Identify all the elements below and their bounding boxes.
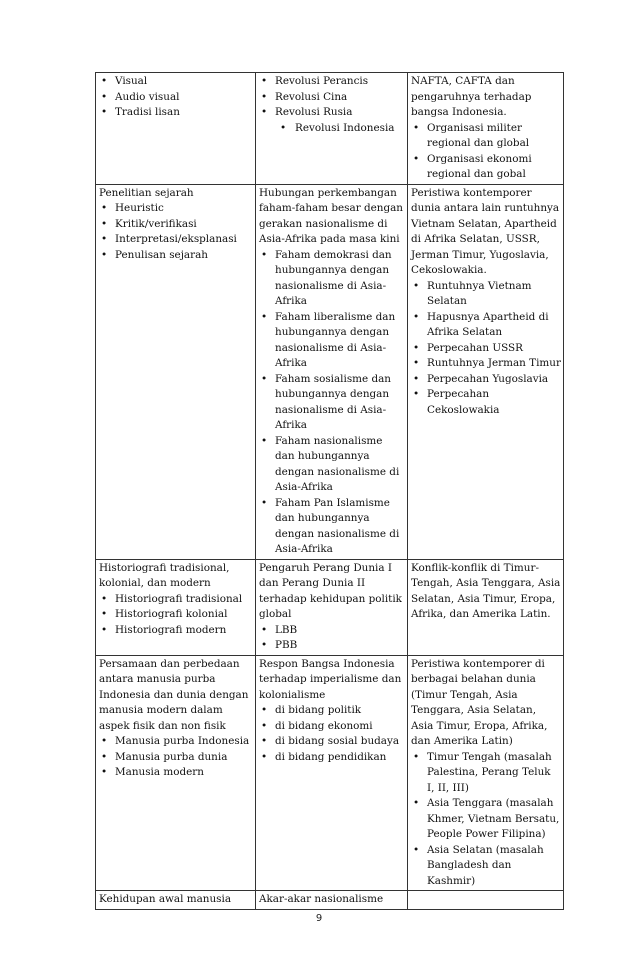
- table-cell: [96, 559, 256, 655]
- cell-text: NAFTA, CAFTA dan pengaruhnya terhadap bangsa Indonesia.: [411, 75, 532, 118]
- table-cell: [408, 73, 564, 185]
- bullet-item: • Manusia purba Indonesia: [99, 734, 253, 750]
- bullet-list: [259, 703, 405, 765]
- bullet-item: • di bidang ekonomi: [259, 719, 405, 735]
- bullet-item: • di bidang pendidikan: [259, 750, 405, 766]
- table-row: [96, 184, 564, 559]
- bullet-item: • di bidang sosial budaya: [259, 734, 405, 750]
- cell-text: Peristiwa kontemporer dunia antara lain runtuhnya Vietnam Selatan, Apartheid di Afrika Selatan, USSR, Jerman Timur, Yugoslavia, Cekoslowakia.: [411, 186, 560, 276]
- bullet-item: • Organisasi militer regional dan global: [411, 121, 561, 152]
- page-number: 9: [315, 913, 323, 924]
- cell-text: Respon Bangsa Indonesia terhadap imperialisme dan kolonialisme: [259, 657, 402, 701]
- table-body: [96, 73, 564, 910]
- sub-bullet-item: • Revolusi Indonesia: [259, 121, 405, 137]
- table-cell: [96, 184, 256, 559]
- bullet-item: • Manusia purba dunia: [99, 750, 253, 766]
- cell-text: Persamaan dan perbedaan antara manusia purba Indonesia dan dunia dengan manusia modern dalam aspek fisik dan non fisik: [99, 657, 249, 732]
- bullet-item: • Heuristic: [99, 201, 253, 217]
- bullet-list: [259, 248, 405, 558]
- bullet-list: [99, 74, 253, 121]
- bullet-item: • Historiografi kolonial: [99, 607, 253, 623]
- cell-text: Akar-akar nasionalisme: [259, 893, 384, 905]
- table-cell: [256, 184, 408, 559]
- bullet-item: • Historiografi tradisional: [99, 592, 253, 608]
- bullet-list: [259, 74, 405, 121]
- table-cell: [408, 655, 564, 891]
- bullet-list: [411, 750, 561, 890]
- bullet-list: [259, 623, 405, 654]
- bullet-item: • Revolusi Rusia: [259, 105, 405, 121]
- bullet-item: • Audio visual: [99, 90, 253, 106]
- bullet-item: • LBB: [259, 623, 405, 639]
- bullet-item: • Perpecahan USSR: [411, 341, 561, 357]
- bullet-item: • Interpretasi/eksplanasi: [99, 232, 253, 248]
- bullet-item: • Historiografi modern: [99, 623, 253, 639]
- table-cell: [256, 891, 408, 910]
- bullet-item: • Perpecahan Yugoslavia: [411, 372, 561, 388]
- cell-text: Historiografi tradisional, kolonial, dan modern: [99, 561, 230, 589]
- curriculum-table: [95, 72, 564, 910]
- bullet-item: • Runtuhnya Jerman Timur: [411, 356, 561, 372]
- bullet-item: • Faham sosialisme dan hubungannya dengan nasionalisme di Asia-Afrika: [259, 372, 405, 434]
- bullet-item: • Manusia modern: [99, 765, 253, 781]
- sub-bullet-list: [259, 121, 405, 137]
- bullet-item: • Kritik/verifikasi: [99, 217, 253, 233]
- table-cell: [96, 655, 256, 891]
- bullet-list: [99, 592, 253, 639]
- cell-text: Peristiwa kontemporer di berbagai belahan dunia (Timur Tengah, Asia Tenggara, Asia Selatan, Asia Timur, Eropa, Afrika, dan Amerika Latin): [411, 657, 548, 747]
- table-row: [96, 891, 564, 910]
- table-cell: [408, 559, 564, 655]
- bullet-item: • Revolusi Perancis: [259, 74, 405, 90]
- table-cell: [256, 559, 408, 655]
- table-cell: [408, 184, 564, 559]
- bullet-list: [411, 279, 561, 419]
- bullet-item: • Organisasi ekonomi regional dan gobal: [411, 152, 561, 183]
- table-row: [96, 559, 564, 655]
- cell-text: Pengaruh Perang Dunia I dan Perang Dunia II terhadap kehidupan politik global: [259, 561, 402, 620]
- bullet-item: • Faham Pan Islamisme dan hubungannya dengan nasionalisme di Asia-Afrika: [259, 496, 405, 558]
- bullet-item: • Asia Selatan (masalah Bangladesh dan Kashmir): [411, 843, 561, 890]
- cell-text: Penelitian sejarah: [99, 186, 194, 199]
- bullet-item: • Faham liberalisme dan hubungannya dengan nasionalisme di Asia-Afrika: [259, 310, 405, 372]
- bullet-item: • Asia Tenggara (masalah Khmer, Vietnam Bersatu, People Power Filipina): [411, 796, 561, 843]
- bullet-item: • Revolusi Cina: [259, 90, 405, 106]
- bullet-item: • Tradisi lisan: [99, 105, 253, 121]
- cell-text: Konflik-konflik di Timur-Tengah, Asia Tenggara, Asia Selatan, Asia Timur, Eropa, Afrika, dan Amerika Latin.: [411, 561, 561, 620]
- bullet-item: • Faham demokrasi dan hubungannya dengan nasionalisme di Asia-Afrika: [259, 248, 405, 310]
- table-cell: [96, 891, 256, 910]
- bullet-item: • Hapusnya Apartheid di Afrika Selatan: [411, 310, 561, 341]
- cell-text: Hubungan perkembangan faham-faham besar dengan gerakan nasionalisme di Asia-Afrika pada masa kini: [259, 186, 404, 245]
- bullet-item: • Timur Tengah (masalah Palestina, Perang Teluk I, II, III): [411, 750, 561, 797]
- bullet-item: • Perpecahan Cekoslowakia: [411, 387, 561, 418]
- table-row: [96, 73, 564, 185]
- bullet-item: • Penulisan sejarah: [99, 248, 253, 264]
- bullet-item: • di bidang politik: [259, 703, 405, 719]
- bullet-item: • PBB: [259, 638, 405, 654]
- cell-text: Kehidupan awal manusia: [99, 893, 232, 905]
- table-row: [96, 655, 564, 891]
- bullet-item: • Visual: [99, 74, 253, 90]
- bullet-item: • Runtuhnya Vietnam Selatan: [411, 279, 561, 310]
- table-cell: [256, 73, 408, 185]
- table-cell: [256, 655, 408, 891]
- bullet-item: • Faham nasionalisme dan hubungannya dengan nasionalisme di Asia-Afrika: [259, 434, 405, 496]
- bullet-list: [99, 201, 253, 263]
- table-cell: [96, 73, 256, 185]
- bullet-list: [411, 121, 561, 183]
- table-cell: [408, 891, 564, 910]
- bullet-list: [99, 734, 253, 781]
